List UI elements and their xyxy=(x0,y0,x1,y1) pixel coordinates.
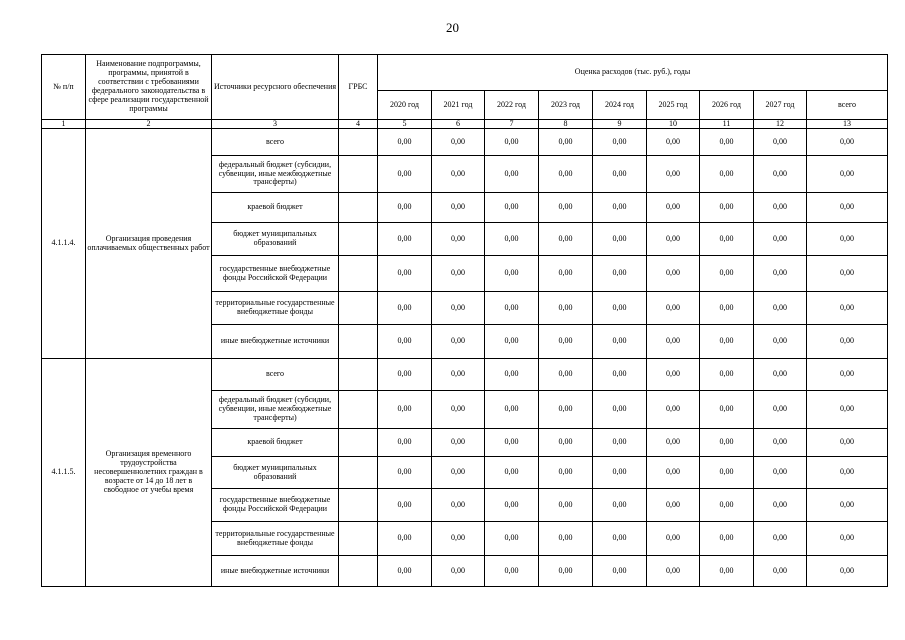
total-value: 0,00 xyxy=(807,223,888,256)
year-value: 0,00 xyxy=(593,391,647,429)
grbs-cell xyxy=(339,556,378,587)
total-value: 0,00 xyxy=(807,522,888,556)
year-value: 0,00 xyxy=(593,522,647,556)
year-value: 0,00 xyxy=(485,193,539,223)
year-value: 0,00 xyxy=(647,489,700,522)
total-value: 0,00 xyxy=(807,489,888,522)
table-row xyxy=(42,359,888,391)
year-value: 0,00 xyxy=(432,193,485,223)
section-name: Организация проведения оплачиваемых общественных работ xyxy=(86,129,212,359)
year-value: 0,00 xyxy=(378,457,432,489)
year-value: 0,00 xyxy=(539,429,593,457)
funding-source: краевой бюджет xyxy=(212,429,339,457)
year-value: 0,00 xyxy=(647,457,700,489)
year-value: 0,00 xyxy=(378,223,432,256)
year-value: 0,00 xyxy=(539,193,593,223)
year-value: 0,00 xyxy=(754,429,807,457)
table-body xyxy=(42,129,888,587)
year-value: 0,00 xyxy=(754,156,807,193)
funding-source: краевой бюджет xyxy=(212,193,339,223)
grbs-cell xyxy=(339,391,378,429)
funding-source: территориальные государственные внебюджетные фонды xyxy=(212,292,339,325)
year-value: 0,00 xyxy=(485,325,539,359)
column-index: 10 xyxy=(647,120,700,129)
grbs-cell xyxy=(339,429,378,457)
header-year: 2025 год xyxy=(647,91,700,120)
year-value: 0,00 xyxy=(754,193,807,223)
total-value: 0,00 xyxy=(807,556,888,587)
header-year: 2021 год xyxy=(432,91,485,120)
funding-source: бюджет муниципальных образований xyxy=(212,457,339,489)
total-value: 0,00 xyxy=(807,391,888,429)
column-index: 11 xyxy=(700,120,754,129)
year-value: 0,00 xyxy=(485,429,539,457)
page-number: 20 xyxy=(446,20,459,35)
grbs-cell xyxy=(339,359,378,391)
year-value: 0,00 xyxy=(754,522,807,556)
year-value: 0,00 xyxy=(485,256,539,292)
year-value: 0,00 xyxy=(647,359,700,391)
year-value: 0,00 xyxy=(485,129,539,156)
year-value: 0,00 xyxy=(485,292,539,325)
column-index: 9 xyxy=(593,120,647,129)
year-value: 0,00 xyxy=(539,391,593,429)
year-value: 0,00 xyxy=(754,325,807,359)
total-value: 0,00 xyxy=(807,193,888,223)
year-value: 0,00 xyxy=(700,457,754,489)
year-value: 0,00 xyxy=(432,129,485,156)
column-index: 13 xyxy=(807,120,888,129)
grbs-cell xyxy=(339,156,378,193)
year-value: 0,00 xyxy=(593,156,647,193)
year-value: 0,00 xyxy=(647,129,700,156)
grbs-cell xyxy=(339,129,378,156)
year-value: 0,00 xyxy=(647,556,700,587)
year-value: 0,00 xyxy=(432,391,485,429)
column-index: 12 xyxy=(754,120,807,129)
column-index: 5 xyxy=(378,120,432,129)
year-value: 0,00 xyxy=(593,359,647,391)
header-num: № п/п xyxy=(42,55,86,120)
section-name: Организация временного трудоустройства несовершеннолетних граждан в возрасте от 14 до 18 лет в свободное от учебы время xyxy=(86,359,212,587)
funding-source: федеральный бюджет (субсидии, субвенции, иные межбюджетные трансферты) xyxy=(212,156,339,193)
column-index: 2 xyxy=(86,120,212,129)
total-value: 0,00 xyxy=(807,292,888,325)
year-value: 0,00 xyxy=(647,223,700,256)
year-value: 0,00 xyxy=(754,391,807,429)
year-value: 0,00 xyxy=(754,489,807,522)
year-value: 0,00 xyxy=(539,156,593,193)
column-index-row xyxy=(42,120,888,129)
year-value: 0,00 xyxy=(539,457,593,489)
grbs-cell xyxy=(339,325,378,359)
year-value: 0,00 xyxy=(485,223,539,256)
grbs-cell xyxy=(339,193,378,223)
year-value: 0,00 xyxy=(378,129,432,156)
total-value: 0,00 xyxy=(807,156,888,193)
year-value: 0,00 xyxy=(754,292,807,325)
header-grbs: ГРБС xyxy=(339,55,378,120)
total-value: 0,00 xyxy=(807,457,888,489)
year-value: 0,00 xyxy=(593,325,647,359)
year-value: 0,00 xyxy=(539,522,593,556)
year-value: 0,00 xyxy=(378,325,432,359)
year-value: 0,00 xyxy=(539,556,593,587)
year-value: 0,00 xyxy=(593,489,647,522)
grbs-cell xyxy=(339,292,378,325)
year-value: 0,00 xyxy=(647,156,700,193)
column-index: 1 xyxy=(42,120,86,129)
year-value: 0,00 xyxy=(700,129,754,156)
year-value: 0,00 xyxy=(700,556,754,587)
header-year: 2027 год xyxy=(754,91,807,120)
year-value: 0,00 xyxy=(700,489,754,522)
year-value: 0,00 xyxy=(754,223,807,256)
year-value: 0,00 xyxy=(700,391,754,429)
year-value: 0,00 xyxy=(647,522,700,556)
year-value: 0,00 xyxy=(378,391,432,429)
year-value: 0,00 xyxy=(593,223,647,256)
total-value: 0,00 xyxy=(807,359,888,391)
year-value: 0,00 xyxy=(700,193,754,223)
year-value: 0,00 xyxy=(647,391,700,429)
year-value: 0,00 xyxy=(700,325,754,359)
funding-source: иные внебюджетные источники xyxy=(212,556,339,587)
year-value: 0,00 xyxy=(485,522,539,556)
funding-source: иные внебюджетные источники xyxy=(212,325,339,359)
header-total: всего xyxy=(807,91,888,120)
total-value: 0,00 xyxy=(807,325,888,359)
grbs-cell xyxy=(339,489,378,522)
funding-source: государственные внебюджетные фонды Российской Федерации xyxy=(212,489,339,522)
year-value: 0,00 xyxy=(754,256,807,292)
year-value: 0,00 xyxy=(700,156,754,193)
year-value: 0,00 xyxy=(432,556,485,587)
year-value: 0,00 xyxy=(754,129,807,156)
total-value: 0,00 xyxy=(807,256,888,292)
table-row xyxy=(42,129,888,156)
year-value: 0,00 xyxy=(754,556,807,587)
year-value: 0,00 xyxy=(378,292,432,325)
year-value: 0,00 xyxy=(378,489,432,522)
grbs-cell xyxy=(339,223,378,256)
year-value: 0,00 xyxy=(647,292,700,325)
year-value: 0,00 xyxy=(700,522,754,556)
year-value: 0,00 xyxy=(700,359,754,391)
year-value: 0,00 xyxy=(593,556,647,587)
year-value: 0,00 xyxy=(378,522,432,556)
funding-source: территориальные государственные внебюджетные фонды xyxy=(212,522,339,556)
year-value: 0,00 xyxy=(593,292,647,325)
year-value: 0,00 xyxy=(432,359,485,391)
year-value: 0,00 xyxy=(754,457,807,489)
year-value: 0,00 xyxy=(700,256,754,292)
year-value: 0,00 xyxy=(647,325,700,359)
year-value: 0,00 xyxy=(647,429,700,457)
year-value: 0,00 xyxy=(593,193,647,223)
header-year: 2024 год xyxy=(593,91,647,120)
section-code: 4.1.1.5. xyxy=(42,359,86,587)
year-value: 0,00 xyxy=(378,256,432,292)
year-value: 0,00 xyxy=(432,223,485,256)
funding-source: бюджет муниципальных образований xyxy=(212,223,339,256)
budget-table xyxy=(41,54,888,587)
year-value: 0,00 xyxy=(485,156,539,193)
year-value: 0,00 xyxy=(378,156,432,193)
section-code: 4.1.1.4. xyxy=(42,129,86,359)
year-value: 0,00 xyxy=(593,256,647,292)
header-name: Наименование подпрограммы, программы, принятой в соответствии с требованиями федерального законодательства в сфере реализации государственной программы xyxy=(86,55,212,120)
column-index: 3 xyxy=(212,120,339,129)
year-value: 0,00 xyxy=(378,193,432,223)
year-value: 0,00 xyxy=(754,359,807,391)
year-value: 0,00 xyxy=(539,256,593,292)
header-year: 2022 год xyxy=(485,91,539,120)
year-value: 0,00 xyxy=(485,391,539,429)
year-value: 0,00 xyxy=(539,292,593,325)
header-estimate: Оценка расходов (тыс. руб.), годы xyxy=(378,55,888,91)
year-value: 0,00 xyxy=(432,256,485,292)
total-value: 0,00 xyxy=(807,129,888,156)
year-value: 0,00 xyxy=(432,522,485,556)
column-index: 7 xyxy=(485,120,539,129)
year-value: 0,00 xyxy=(539,489,593,522)
year-value: 0,00 xyxy=(700,429,754,457)
funding-source: всего xyxy=(212,129,339,156)
year-value: 0,00 xyxy=(539,325,593,359)
year-value: 0,00 xyxy=(593,457,647,489)
year-value: 0,00 xyxy=(378,556,432,587)
year-value: 0,00 xyxy=(485,489,539,522)
year-value: 0,00 xyxy=(539,223,593,256)
funding-source: государственные внебюджетные фонды Российской Федерации xyxy=(212,256,339,292)
header-year: 2026 год xyxy=(700,91,754,120)
year-value: 0,00 xyxy=(539,359,593,391)
column-index: 8 xyxy=(539,120,593,129)
year-value: 0,00 xyxy=(432,429,485,457)
header-year: 2020 год xyxy=(378,91,432,120)
funding-source: федеральный бюджет (субсидии, субвенции, иные межбюджетные трансферты) xyxy=(212,391,339,429)
grbs-cell xyxy=(339,256,378,292)
year-value: 0,00 xyxy=(593,429,647,457)
header-year: 2023 год xyxy=(539,91,593,120)
year-value: 0,00 xyxy=(485,457,539,489)
year-value: 0,00 xyxy=(700,223,754,256)
year-value: 0,00 xyxy=(593,129,647,156)
year-value: 0,00 xyxy=(432,489,485,522)
year-value: 0,00 xyxy=(432,325,485,359)
year-value: 0,00 xyxy=(647,193,700,223)
year-value: 0,00 xyxy=(539,129,593,156)
year-value: 0,00 xyxy=(485,556,539,587)
header-sources: Источники ресурсного обеспечения xyxy=(212,55,339,120)
year-value: 0,00 xyxy=(378,359,432,391)
column-index: 6 xyxy=(432,120,485,129)
funding-source: всего xyxy=(212,359,339,391)
year-value: 0,00 xyxy=(378,429,432,457)
year-value: 0,00 xyxy=(485,359,539,391)
total-value: 0,00 xyxy=(807,429,888,457)
year-value: 0,00 xyxy=(432,457,485,489)
grbs-cell xyxy=(339,457,378,489)
year-value: 0,00 xyxy=(432,156,485,193)
year-value: 0,00 xyxy=(700,292,754,325)
year-value: 0,00 xyxy=(647,256,700,292)
column-index: 4 xyxy=(339,120,378,129)
grbs-cell xyxy=(339,522,378,556)
year-value: 0,00 xyxy=(432,292,485,325)
